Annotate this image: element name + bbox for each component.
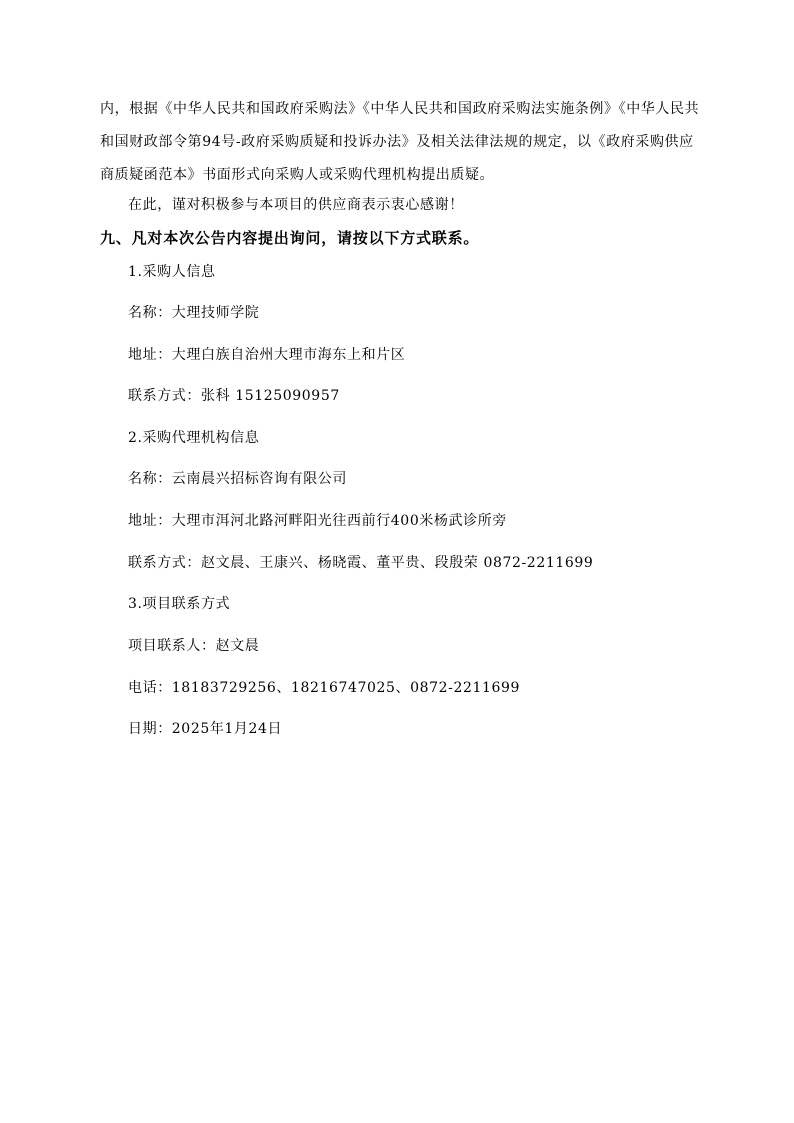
agency-address: 地址：大理市洱河北路河畔阳光往西前行400米杨武诊所旁 [128, 513, 507, 529]
project-date: 日期：2025年1月24日 [128, 721, 283, 737]
thanks-text: 在此，谨对积极参与本项目的供应商表示衷心感谢！ [128, 197, 464, 213]
agency-title: 2.采购代理机构信息 [128, 430, 260, 446]
purchaser-contact: 联系方式：张科 15125090957 [128, 388, 340, 404]
purchaser-title: 1.采购人信息 [128, 264, 216, 280]
agency-name: 名称：云南晨兴招标咨询有限公司 [128, 471, 347, 487]
section-heading: 九、凡对本次公告内容提出询问，请按以下方式联系。 [100, 229, 480, 247]
purchaser-name: 名称：大理技师学院 [128, 305, 260, 321]
intro-paragraph: 内，根据《中华人民共和国政府采购法》《中华人民共和国政府采购法实施条例》《中华人民共和国财政部令第94号-政府采购质疑和投诉办法》及相关法律法规的规定，以《政府采购供应商质疑函范本》书面形式向采购人或采购代理机构提出质疑。 [100, 101, 700, 183]
project-contact-person: 项目联系人：赵文晨 [128, 638, 260, 654]
agency-contact: 联系方式：赵文晨、王康兴、杨晓霞、董平贵、段殷荣 0872-2211699 [128, 555, 594, 571]
project-phone: 电话：18183729256、18216747025、0872-2211699 [128, 680, 521, 696]
project-title: 3.项目联系方式 [128, 596, 231, 612]
purchaser-address: 地址：大理白族自治州大理市海东上和片区 [128, 347, 406, 363]
